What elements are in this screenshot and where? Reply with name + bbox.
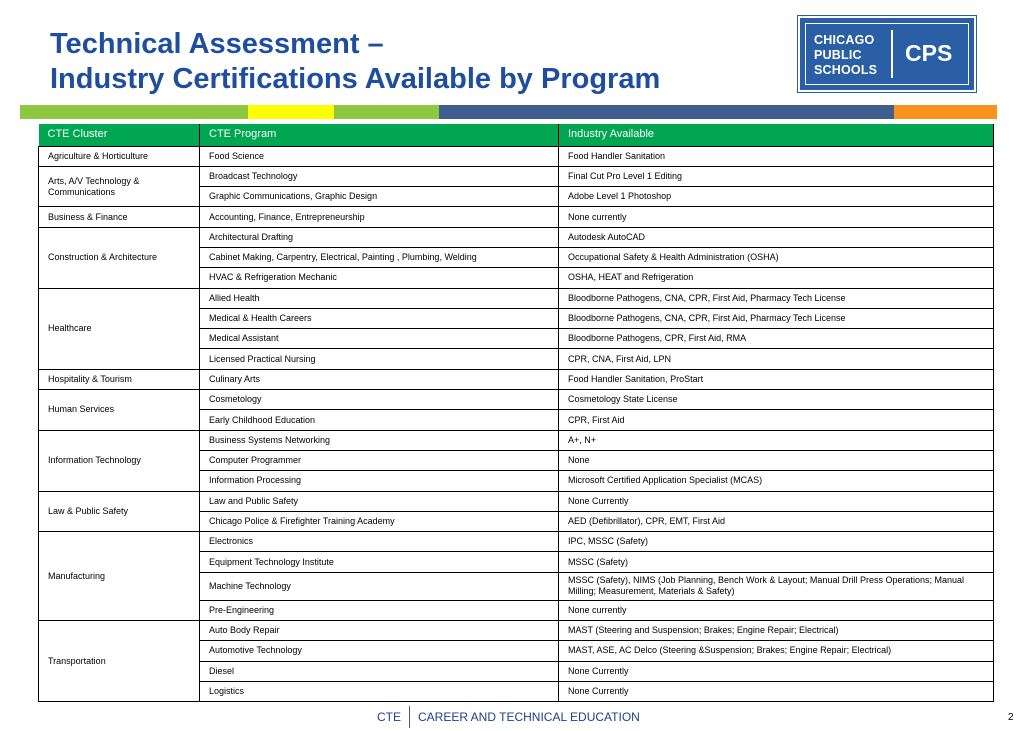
- color-stripe-segment: [20, 105, 248, 119]
- footer-abbr: CTE: [377, 710, 401, 724]
- industry-cell: MSSC (Safety), NIMS (Job Planning, Bench Work & Layout; Manual Drill Press Operations; Manual Milling; Measurement, Materials & Safety): [559, 572, 994, 600]
- cluster-cell: Arts, A/V Technology & Communications: [39, 166, 200, 207]
- cluster-cell: Agriculture & Horticulture: [39, 146, 200, 166]
- cluster-cell: Transportation: [39, 621, 200, 702]
- header-cte-cluster: CTE Cluster: [39, 124, 200, 146]
- table-header-row: [39, 124, 994, 146]
- color-stripe-segment: [894, 105, 997, 119]
- table-row: [39, 430, 994, 450]
- cluster-cell: Law & Public Safety: [39, 491, 200, 532]
- color-stripe: [20, 105, 997, 119]
- footer-divider: [409, 706, 410, 728]
- logo-abbr: CPS: [905, 40, 953, 66]
- program-cell: Cosmetology: [200, 390, 559, 410]
- table-row: [39, 207, 994, 227]
- industry-cell: Autodesk AutoCAD: [559, 227, 994, 247]
- industry-cell: Adobe Level 1 Photoshop: [559, 187, 994, 207]
- program-cell: Licensed Practical Nursing: [200, 349, 559, 369]
- table-row: [39, 532, 994, 552]
- program-cell: Auto Body Repair: [200, 621, 559, 641]
- program-cell: HVAC & Refrigeration Mechanic: [200, 268, 559, 288]
- cluster-cell: Hospitality & Tourism: [39, 369, 200, 389]
- color-stripe-segment: [439, 105, 894, 119]
- industry-cell: CPR, CNA, First Aid, LPN: [559, 349, 994, 369]
- program-cell: Culinary Arts: [200, 369, 559, 389]
- industry-cell: None Currently: [559, 681, 994, 701]
- table-row: [39, 369, 994, 389]
- table-body: [39, 146, 994, 702]
- industry-cell: Bloodborne Pathogens, CNA, CPR, First Aid, Pharmacy Tech License: [559, 308, 994, 328]
- program-cell: Electronics: [200, 532, 559, 552]
- industry-cell: None currently: [559, 600, 994, 620]
- logo-divider: [891, 30, 893, 78]
- program-cell: Automotive Technology: [200, 641, 559, 661]
- program-cell: Diesel: [200, 661, 559, 681]
- industry-cell: A+, N+: [559, 430, 994, 450]
- industry-cell: Occupational Safety & Health Administration (OSHA): [559, 247, 994, 267]
- industry-cell: Food Handler Sanitation: [559, 146, 994, 166]
- header-cte-program: CTE Program: [200, 124, 559, 146]
- industry-cell: MSSC (Safety): [559, 552, 994, 572]
- program-cell: Food Science: [200, 146, 559, 166]
- industry-cell: AED (Defibrillator), CPR, EMT, First Aid: [559, 511, 994, 531]
- footer-title: CAREER AND TECHNICAL EDUCATION: [418, 710, 640, 724]
- program-cell: Architectural Drafting: [200, 227, 559, 247]
- program-cell: Logistics: [200, 681, 559, 701]
- program-cell: Pre-Engineering: [200, 600, 559, 620]
- title-line-2: Industry Certifications Available by Program: [50, 63, 661, 95]
- industry-cell: Bloodborne Pathogens, CNA, CPR, First Aid, Pharmacy Tech License: [559, 288, 994, 308]
- logo-words: [814, 33, 877, 78]
- cluster-cell: Information Technology: [39, 430, 200, 491]
- program-cell: Early Childhood Education: [200, 410, 559, 430]
- title-line-1: Technical Assessment –: [50, 28, 384, 60]
- page-number: 2: [1008, 712, 1014, 723]
- table-row: [39, 288, 994, 308]
- cps-logo: [798, 16, 976, 92]
- cluster-cell: Healthcare: [39, 288, 200, 369]
- industry-cell: None: [559, 450, 994, 470]
- table-row: [39, 491, 994, 511]
- program-cell: Business Systems Networking: [200, 430, 559, 450]
- industry-cell: Cosmetology State License: [559, 390, 994, 410]
- program-cell: Law and Public Safety: [200, 491, 559, 511]
- cluster-cell: Manufacturing: [39, 532, 200, 621]
- program-cell: Medical Assistant: [200, 329, 559, 349]
- industry-cell: None Currently: [559, 661, 994, 681]
- table-row: [39, 227, 994, 247]
- table-row: [39, 146, 994, 166]
- header-industry-available: Industry Available: [559, 124, 994, 146]
- program-cell: Computer Programmer: [200, 450, 559, 470]
- industry-cell: Final Cut Pro Level 1 Editing: [559, 166, 994, 186]
- industry-cell: Food Handler Sanitation, ProStart: [559, 369, 994, 389]
- page-title: [50, 27, 770, 97]
- program-cell: Accounting, Finance, Entrepreneurship: [200, 207, 559, 227]
- cluster-cell: Business & Finance: [39, 207, 200, 227]
- program-cell: Information Processing: [200, 471, 559, 491]
- table-row: [39, 390, 994, 410]
- industry-cell: None currently: [559, 207, 994, 227]
- industry-cell: CPR, First Aid: [559, 410, 994, 430]
- cluster-cell: Human Services: [39, 390, 200, 431]
- program-cell: Medical & Health Careers: [200, 308, 559, 328]
- cluster-cell: Construction & Architecture: [39, 227, 200, 288]
- footer: [377, 706, 640, 728]
- program-cell: Cabinet Making, Carpentry, Electrical, Painting , Plumbing, Welding: [200, 247, 559, 267]
- program-cell: Allied Health: [200, 288, 559, 308]
- table-row: [39, 621, 994, 641]
- industry-cell: Bloodborne Pathogens, CPR, First Aid, RMA: [559, 329, 994, 349]
- industry-cell: Microsoft Certified Application Specialist (MCAS): [559, 471, 994, 491]
- table-row: [39, 166, 994, 186]
- program-cell: Broadcast Technology: [200, 166, 559, 186]
- industry-cell: MAST, ASE, AC Delco (Steering &Suspension; Brakes; Engine Repair; Electrical): [559, 641, 994, 661]
- color-stripe-segment: [334, 105, 439, 119]
- industry-cell: MAST (Steering and Suspension; Brakes; Engine Repair; Electrical): [559, 621, 994, 641]
- industry-cell: OSHA, HEAT and Refrigeration: [559, 268, 994, 288]
- logo-word: SCHOOLS: [814, 63, 878, 77]
- program-cell: Machine Technology: [200, 572, 559, 600]
- color-stripe-segment: [248, 105, 334, 119]
- program-cell: Chicago Police & Firefighter Training Academy: [200, 511, 559, 531]
- program-cell: Graphic Communications, Graphic Design: [200, 187, 559, 207]
- logo-word: PUBLIC: [814, 48, 862, 62]
- program-cell: Equipment Technology Institute: [200, 552, 559, 572]
- logo-word: CHICAGO: [814, 33, 875, 47]
- certifications-table: [38, 124, 994, 702]
- industry-cell: IPC, MSSC (Safety): [559, 532, 994, 552]
- industry-cell: None Currently: [559, 491, 994, 511]
